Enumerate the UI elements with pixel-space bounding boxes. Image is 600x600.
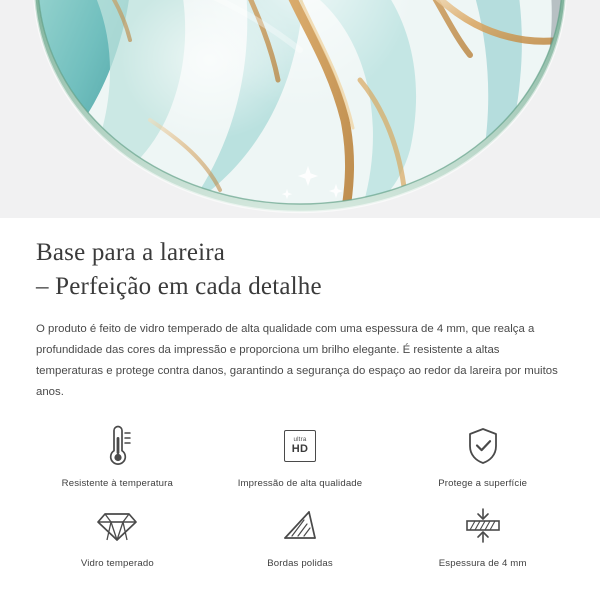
polished-edges-icon: [279, 503, 321, 549]
feature-item-tempered-glass: [26, 503, 209, 570]
ultra-hd-top-text: ultra: [293, 436, 307, 444]
feature-label: Espessura de 4 mm: [438, 557, 527, 569]
headline-line-1: Base para a lareira: [36, 239, 226, 266]
feature-item-surface-protection: [391, 423, 574, 490]
feature-label: Bordas polidas: [267, 557, 333, 569]
feature-grid: [0, 423, 600, 570]
feature-label: Vidro temperado: [80, 557, 154, 569]
feature-item-polished-edges: [209, 503, 392, 570]
feature-label: Resistente à temperatura: [61, 478, 173, 490]
feature-item-temperature: [26, 423, 209, 490]
thermometer-icon: [97, 423, 137, 469]
page-title: [36, 236, 564, 303]
feature-item-print-quality: [209, 423, 392, 490]
feature-label: Protege a superfície: [438, 478, 528, 490]
shield-check-icon: [463, 423, 503, 469]
ultra-hd-icon: [284, 423, 316, 469]
hero-image: [0, 0, 600, 218]
diamond-icon: [96, 503, 138, 549]
feature-label: Impressão de alta qualidade: [237, 478, 363, 490]
ultra-hd-bottom-text: HD: [291, 443, 309, 456]
description-paragraph: O produto é feito de vidro temperado de alta qualidade com uma espessura de 4 mm, que realça a profundidade das cores da impressão e proporciona um brilho elegante. É resistente a altas temperaturas e protege contra danos, garantindo a segurança do espaço ao redor da lareira por muitos anos.: [36, 323, 558, 399]
thickness-4mm-icon: [461, 503, 505, 549]
text-content: [0, 218, 600, 403]
hero-artwork: [0, 0, 600, 218]
feature-item-thickness: [391, 503, 574, 570]
headline-line-2: – Perfeição em cada detalhe: [36, 272, 322, 300]
